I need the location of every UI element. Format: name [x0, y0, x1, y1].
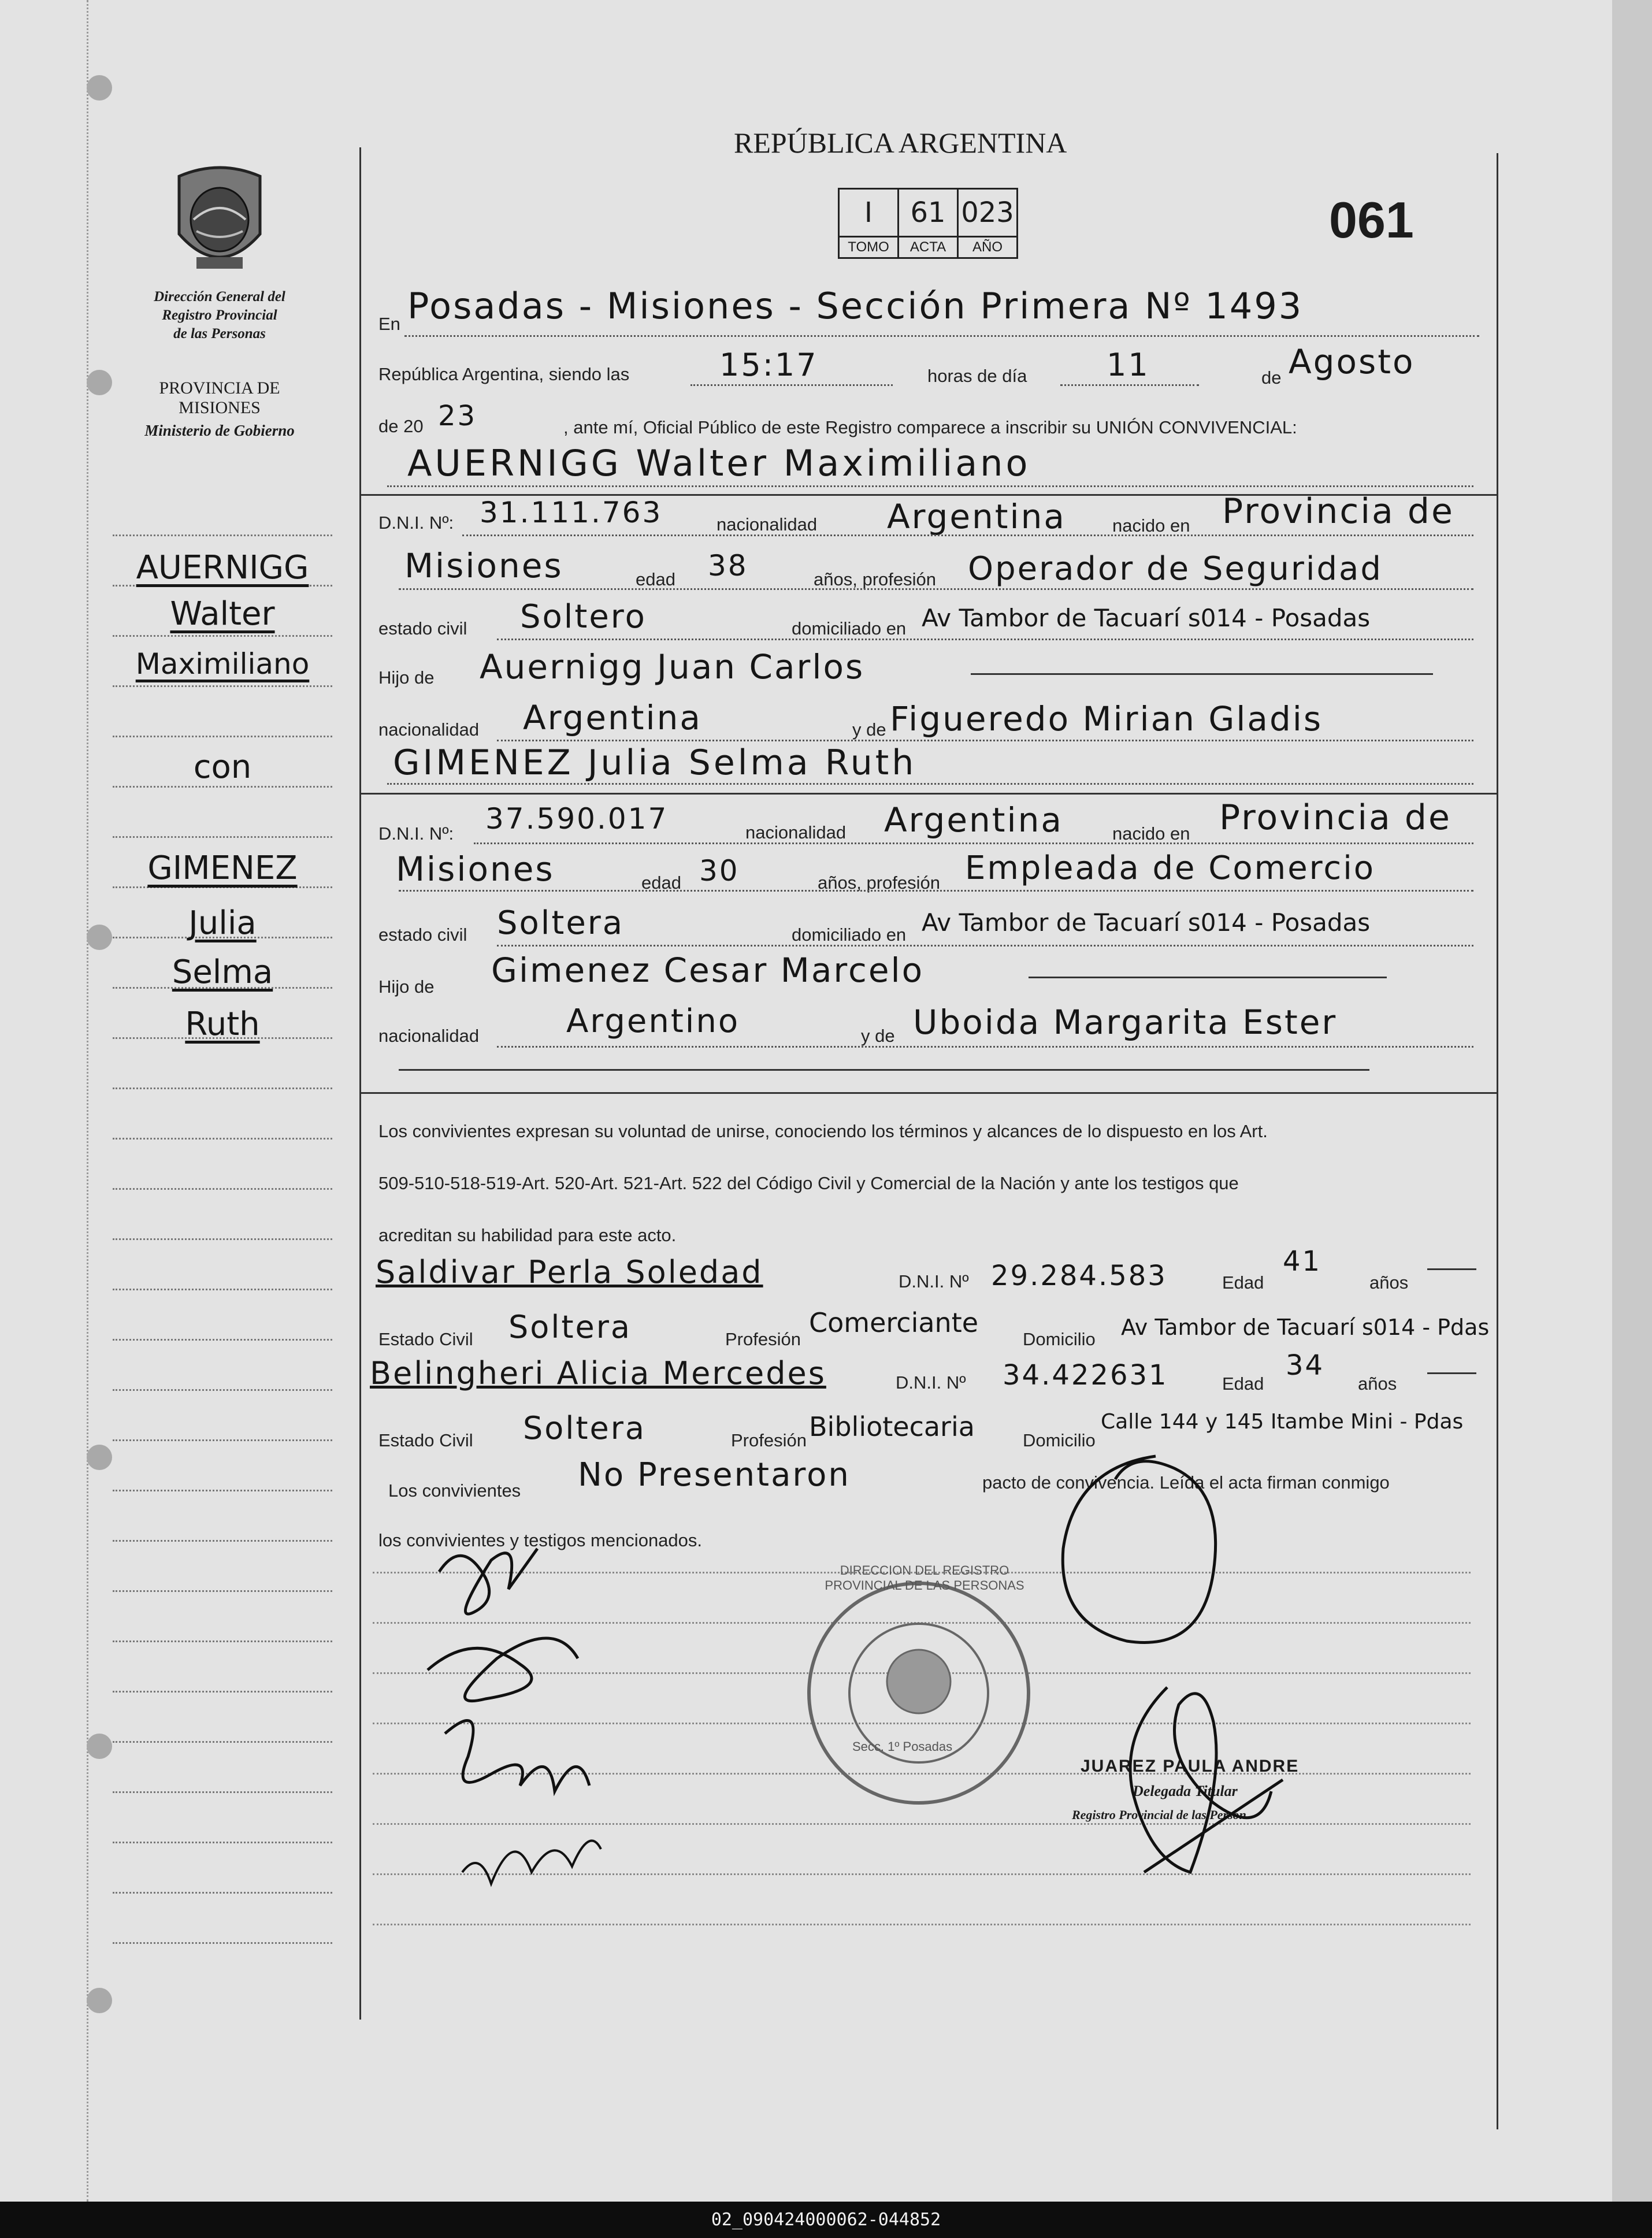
closing-text: los convivientes y testigos mencionados. [378, 1530, 703, 1550]
closing-prefix: Los convivientes [388, 1480, 521, 1501]
father-label: Hijo de [378, 977, 435, 997]
person1-age-handwritten: 38 [708, 549, 748, 582]
province-line: MISIONES [179, 398, 261, 417]
margin-ruled-line [113, 685, 332, 687]
witness2-dni-handwritten: 34.422631 [1003, 1359, 1168, 1391]
legal-text-line: Los convivientes expresan su voluntad de unirse, conociendo los términos y alcances de lo dispuesto en los Art. [378, 1121, 1268, 1141]
official-signature [1040, 1433, 1306, 1930]
margin-ruled-line [113, 1641, 332, 1642]
nationality-label: nacionalidad [745, 822, 847, 843]
fill-line [474, 843, 1473, 844]
witness1-address-handwritten: Av Tambor de Tacuarí s014 - Pdas [1121, 1315, 1490, 1340]
republic-label: República Argentina, siendo las [378, 364, 630, 384]
province-name [127, 378, 312, 418]
closing-text: pacto de convivencia. Leída el acta firman conmigo [982, 1472, 1390, 1493]
officer-role: Delegada Titular [1133, 1783, 1238, 1799]
margin-name: Julia [188, 904, 257, 942]
profession-label: Profesión [731, 1430, 807, 1450]
fill-line [387, 783, 1473, 785]
witness1-dni-handwritten: 29.284.583 [991, 1260, 1167, 1292]
margin-ruled-line [113, 1942, 332, 1944]
person1-parents-nationality-handwritten: Argentina [523, 698, 702, 737]
margin-ruled-line [113, 1791, 332, 1793]
officer-office: Registro Provincial de las Person [1072, 1808, 1246, 1822]
address-label: domiciliado en [792, 925, 907, 945]
margin-ruled-line [113, 1741, 332, 1743]
person1-civil-handwritten: Soltero [520, 598, 647, 636]
person2-age-handwritten: 30 [699, 854, 740, 888]
person1-profession-handwritten: Operador de Seguridad [968, 550, 1383, 588]
margin-ruled-line [113, 1238, 332, 1240]
legal-text-line: 509-510-518-519-Art. 520-Art. 521-Art. 522 del Código Civil y Comercial de la Nación y ante los testigos que [378, 1173, 1239, 1193]
institution-line: Registro Provincial [162, 307, 277, 323]
person2-dni-handwritten: 37.590.017 [485, 802, 669, 836]
margin-ruled-line [113, 1439, 332, 1441]
acta-label: ACTA [899, 237, 958, 258]
fill-line [404, 335, 1479, 337]
person2-name-handwritten: GIMENEZ Julia Selma Ruth [393, 743, 917, 783]
person2-birthplace-handwritten: Provincia de [1219, 797, 1451, 838]
person1-birthplace2-handwritten: Misiones [404, 546, 563, 585]
margin-ruled-line [113, 1138, 332, 1140]
margin-ruled-line [113, 1540, 332, 1542]
ano-label: AÑO [958, 237, 1018, 258]
year-prefix: de 20 [378, 416, 424, 436]
civil-status-label: Estado Civil [378, 1430, 473, 1450]
tomo-acta-ano-box [838, 188, 1018, 259]
age-label: Edad [1222, 1272, 1264, 1293]
nationality-label: nacionalidad [717, 514, 818, 535]
fill-line [399, 588, 1473, 590]
fill-dash [399, 1069, 1369, 1071]
margin-name: Walter [170, 595, 275, 633]
address-label: Domicilio [1023, 1430, 1096, 1450]
witness1-profession-handwritten: Comerciante [809, 1307, 979, 1338]
margin-ruled-line [113, 1389, 332, 1391]
pact-status-handwritten: No Presentaron [578, 1456, 851, 1494]
province-line: PROVINCIA DE [159, 378, 280, 398]
profession-label: años, profesión [814, 569, 936, 589]
profession-label: Profesión [725, 1329, 801, 1349]
binding-hole [87, 1445, 112, 1470]
person1-nationality-handwritten: Argentina [887, 497, 1066, 536]
frame-right-line [1497, 153, 1498, 2129]
dni-label: D.N.I. Nº [899, 1271, 969, 1291]
nationality-label: nacionalidad [378, 719, 480, 740]
de-label: de [1261, 368, 1282, 388]
margin-ruled-line [113, 1088, 332, 1089]
official-stamp-seal [803, 1578, 1034, 1809]
fill-line [497, 1046, 1473, 1048]
fill-line [497, 639, 1473, 640]
tomo-value: I [839, 189, 899, 237]
mother-label: y de [861, 1026, 895, 1046]
person1-address-handwritten: Av Tambor de Tacuarí s014 - Posadas [922, 604, 1371, 632]
margin-name: Maximiliano [135, 647, 310, 681]
person2-civil-handwritten: Soltera [497, 904, 625, 942]
margin-name: AUERNIGG [136, 549, 309, 587]
fill-line [399, 890, 1473, 892]
age-label: edad [641, 873, 681, 893]
officer-name: JUAREZ PAULA ANDRE [1081, 1757, 1300, 1776]
en-label: En [378, 314, 400, 334]
ministry-name: Ministerio de Gobierno [144, 422, 295, 439]
margin-ruled-line [113, 1188, 332, 1190]
footer-id: 02_090424000062-044852 [711, 2210, 941, 2230]
month-handwritten: Agosto [1289, 342, 1415, 381]
margin-ruled-line [113, 1490, 332, 1491]
dni-label: D.N.I. Nº: [378, 513, 454, 533]
acta-value: 61 [899, 189, 958, 237]
margin-ruled-line [113, 836, 332, 838]
margin-ruled-line [113, 1339, 332, 1341]
witness2-civil-handwritten: Soltera [523, 1410, 647, 1446]
fill-line [1060, 384, 1199, 386]
address-label: domiciliado en [792, 618, 907, 639]
person2-address-handwritten: Av Tambor de Tacuarí s014 - Posadas [922, 908, 1371, 937]
margin-ruled-line [113, 1691, 332, 1693]
tomo-label: TOMO [839, 237, 899, 258]
fill-dash [1427, 1268, 1476, 1270]
fill-line [497, 740, 1473, 741]
fill-dash [1427, 1372, 1476, 1374]
binding-hole [87, 75, 112, 101]
father-label: Hijo de [378, 667, 435, 688]
person1-father-handwritten: Auernigg Juan Carlos [480, 647, 865, 686]
frame-left-line [359, 147, 361, 2020]
hours-label: horas de día [927, 366, 1027, 386]
section-divider [359, 1092, 1498, 1094]
stamp-ring-text: DIRECCION DEL REGISTRO PROVINCIAL DE LAS PERSONAS [825, 1563, 1024, 1593]
margin-ruled-line [113, 1590, 332, 1592]
binding-hole [87, 370, 112, 395]
person2-profession-handwritten: Empleada de Comercio [965, 849, 1376, 887]
signature-scribbles [404, 1526, 636, 1930]
person2-birthplace2-handwritten: Misiones [396, 849, 555, 889]
fill-line [497, 945, 1473, 947]
witness1-civil-handwritten: Soltera [508, 1309, 632, 1345]
born-label: nacido en [1112, 823, 1190, 844]
fill-line [691, 384, 893, 386]
binding-edge [87, 0, 112, 2202]
section-divider [359, 793, 1498, 795]
margin-name: con [193, 748, 252, 786]
years-label: años [1369, 1272, 1409, 1293]
witness2-profession-handwritten: Bibliotecaria [809, 1411, 975, 1442]
witness1-age-handwritten: 41 [1283, 1245, 1322, 1278]
fill-dash [1029, 977, 1387, 978]
profession-label: años, profesión [818, 873, 940, 893]
day-handwritten: 11 [1107, 347, 1150, 383]
legal-text-line: acreditan su habilidad para este acto. [378, 1225, 677, 1245]
witness2-name-handwritten: Belingheri Alicia Mercedes [370, 1355, 826, 1391]
person1-mother-handwritten: Figueredo Mirian Gladis [890, 699, 1323, 738]
time-handwritten: 15:17 [719, 347, 818, 383]
margin-ruled-line [113, 1842, 332, 1843]
document-heading: REPÚBLICA ARGENTINA [734, 127, 1067, 159]
margin-ruled-line [113, 786, 332, 788]
fill-line [462, 535, 1473, 536]
margin-name: GIMENEZ [147, 849, 298, 887]
institution-name [127, 288, 312, 343]
institution-line: Dirección General del [154, 289, 285, 305]
person1-dni-handwritten: 31.111.763 [480, 496, 663, 529]
person1-name-handwritten: AUERNIGG Walter Maximiliano [407, 442, 1031, 484]
address-label: Domicilio [1023, 1329, 1096, 1349]
dni-label: D.N.I. Nº [896, 1372, 966, 1393]
margin-ruled-line [113, 1289, 332, 1290]
born-label: nacido en [1112, 515, 1190, 536]
ano-value: 023 [958, 189, 1018, 237]
fill-line [387, 485, 1473, 487]
margin-ruled-line [113, 635, 332, 637]
margin-name: Ruth [185, 1005, 260, 1043]
binding-hole [87, 1988, 112, 2013]
page-edge [1612, 0, 1652, 2202]
margin-ruled-line [113, 1892, 332, 1894]
province-coat-of-arms-icon [168, 165, 272, 274]
margin-ruled-line [113, 736, 332, 737]
person2-parents-nationality-handwritten: Argentino [566, 1003, 740, 1040]
age-label: edad [636, 569, 675, 589]
place-handwritten: Posadas - Misiones - Sección Primera Nº 1493 [407, 285, 1304, 327]
margin-ruled-line [113, 535, 332, 536]
declaration-text: , ante mí, Oficial Público de este Registro comparece a inscribir su UNIÓN CONVIVENCIAL: [563, 417, 1297, 437]
witness1-name-handwritten: Saldivar Perla Soledad [376, 1254, 763, 1290]
witness2-address-handwritten: Calle 144 y 145 Itambe Mini - Pdas [1101, 1410, 1464, 1434]
person1-birthplace-handwritten: Provincia de [1222, 491, 1454, 532]
margin-name: Selma [172, 953, 273, 991]
witness2-age-handwritten: 34 [1286, 1349, 1325, 1382]
person2-nationality-handwritten: Argentina [884, 800, 1063, 840]
civil-status-label: Estado Civil [378, 1329, 473, 1349]
nationality-label: nacionalidad [378, 1026, 480, 1046]
person2-father-handwritten: Gimenez Cesar Marcelo [491, 951, 925, 990]
civil-status-label: estado civil [378, 925, 467, 945]
civil-status-label: estado civil [378, 618, 467, 639]
year-handwritten: 23 [438, 400, 477, 432]
institution-line: de las Personas [173, 326, 266, 342]
acta-number: 061 [1329, 191, 1414, 248]
years-label: años [1358, 1374, 1397, 1394]
age-label: Edad [1222, 1374, 1264, 1394]
dni-label: D.N.I. Nº: [378, 823, 454, 844]
mother-label: y de [852, 719, 886, 740]
fill-dash [971, 673, 1433, 675]
stamp-center-text: Secc. 1º Posadas [852, 1739, 953, 1754]
person2-mother-handwritten: Uboida Margarita Ester [913, 1003, 1338, 1042]
binding-hole [87, 1734, 112, 1759]
